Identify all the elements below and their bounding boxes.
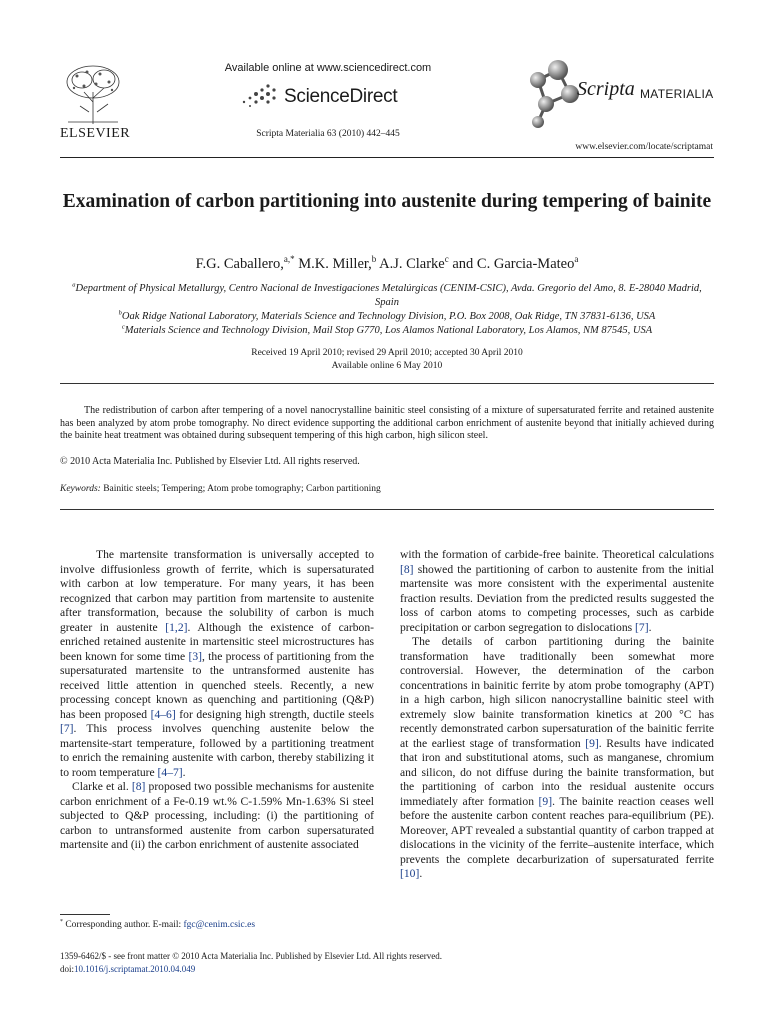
- affiliation-mark: c: [121, 323, 125, 331]
- elsevier-tree-logo-icon: [62, 62, 124, 126]
- header-divider: [60, 157, 714, 158]
- body-paragraph: [60, 548, 374, 780]
- citation-link[interactable]: [8]: [131, 780, 146, 793]
- journal-logo-sub: MATERIALIA: [640, 87, 714, 101]
- article-title: Examination of carbon partitioning into austenite during tempering of bainite: [62, 191, 712, 212]
- sciencedirect-logo-text[interactable]: ScienceDirect: [284, 86, 398, 107]
- author-affiliation-mark[interactable]: c: [444, 254, 449, 265]
- keywords-label: Keywords:: [60, 484, 101, 494]
- citation-link[interactable]: [9]: [585, 736, 599, 750]
- paragraph-text: with the formation of carbide-free bainite. Theoretical calculations: [400, 548, 714, 561]
- author-name: and C. Garcia-Mateo: [452, 256, 575, 272]
- paragraph-text: The martensite transformation is universally accepted to involve diffusionless growth of ferrite, which is supersaturated with carbon at low temperature. For many years, it has been recognized that carbon may partition from martensite to austenite after transformation, because the solubility of carbon is much greater in austenite: [60, 548, 374, 634]
- doi-link[interactable]: 10.1016/j.scriptamat.2010.04.049: [74, 963, 196, 974]
- keywords: [60, 484, 714, 494]
- citation-link[interactable]: [8]: [400, 562, 414, 576]
- author-name: M.K. Miller,: [298, 256, 372, 272]
- received-dates: Received 19 April 2010; revised 29 April 2010; accepted 30 April 2010: [251, 348, 523, 358]
- affiliation-text: Oak Ridge National Laboratory, Materials Science and Technology Division, P.O. Box 2008, Oak Ridge, TN 37831-6136, USA: [121, 311, 656, 322]
- author-list: [60, 256, 714, 273]
- journal-logo-word: Scripta: [577, 78, 635, 100]
- affiliation-text: Materials Science and Technology Division, Mail Stop G770, Los Alamos National Laboratory, Los Alamos, NM 87545, USA: [124, 325, 653, 336]
- citation-link[interactable]: [4–7]: [157, 765, 183, 779]
- sciencedirect-dots-icon: [238, 82, 278, 108]
- author-affiliation-mark[interactable]: b: [371, 254, 377, 265]
- affiliation: [60, 282, 714, 310]
- affiliation-text: Department of Physical Metallurgy, Centro Nacional de Investigaciones Metalúrgicas (CENIM-CSIC), Avda. Gregorio del Amo, 8. E-28040 Madrid, Spain: [75, 283, 702, 308]
- citation-link[interactable]: [10]: [400, 867, 420, 880]
- affiliation-mark: a: [72, 281, 76, 289]
- abstract-copyright: © 2010 Acta Materialia Inc. Published by Elsevier Ltd. All rights reserved.: [60, 456, 360, 467]
- corresponding-author-footnote: [60, 920, 374, 930]
- footnote-mark: *: [60, 918, 63, 925]
- body-column-left: [60, 548, 374, 853]
- author-affiliation-mark[interactable]: a,*: [283, 254, 295, 265]
- footnote-divider: [60, 914, 110, 915]
- author-name: A.J. Clarke: [379, 256, 445, 272]
- paragraph-text: for designing high strength, ductile steels: [175, 707, 374, 721]
- article-dates: [60, 347, 714, 373]
- journal-reference: Scripta Materialia 63 (2010) 442–445: [256, 129, 400, 139]
- body-paragraph: [400, 635, 714, 882]
- paragraph-text: showed the partitioning of carbon to austenite from the initial martensite was more consistent with the experimental austenite fraction results. Deviation from the predicted results suggested the loss of carbon atoms to competing processes, such as carbide precipitation or carbon segregation to dislocations: [400, 562, 714, 634]
- body-paragraph: [60, 780, 374, 853]
- paragraph-text: . Results have indicated that iron and substitutional atoms, such as manganese, chromium and silicon, do not diffuse during the bainite transformation, but the partitioning of carbon into the residual austenite occurs immediately after formation: [400, 736, 714, 808]
- author-affiliation-mark[interactable]: a: [574, 254, 579, 265]
- keywords-list: Bainitic steels; Tempering; Atom probe tomography; Carbon partitioning: [103, 484, 381, 494]
- paragraph-text: , the process of partitioning from the supersaturated martensite to the untransformed austenite has received little attention in quenched steels. Recently, a new processing concept known as quenching and partitioning (Q&P) has been proposed: [60, 649, 374, 721]
- paragraph-text: . This process involves quenching austenite below the martensite-start temperature, followed by a partitioning treatment to enrich the remaining austenite with carbon, thereby stabilizing it to room temperature: [60, 722, 374, 779]
- author-name: F.G. Caballero,: [195, 256, 284, 272]
- abstract-bottom-divider: [60, 509, 714, 510]
- abstract-text: The redistribution of carbon after tempering of a novel nanocrystalline bainitic steel consisting of a mixture of supersaturated ferrite and retained austenite has been analyzed by atom probe tomography. No direct evidence supporting the additional carbon enrichment of austenite beyond that initially achieved during the bainite heat treatment was obtained during subsequent tempering of this high carbon, high silicon steel.: [60, 405, 714, 441]
- publisher-name: ELSEVIER: [60, 126, 131, 141]
- paragraph-text: The details of carbon partitioning during the bainite transformation have traditionally been somewhat more controversial. However, the determination of the carbon concentrations in bainitic ferrite by atom probe tomography (APT) in a high carbon, high silicon nanocrystalline bainitic steel with extremely slow bainite transformation kinetics at 200 °C has recently demonstrated carbon supersaturation of the bainitic ferrite at the earliest stage of transformation: [400, 635, 714, 750]
- citation-link[interactable]: [3]: [188, 649, 202, 663]
- affiliation: [60, 310, 714, 324]
- front-matter-info: [60, 950, 714, 975]
- body-paragraph: [400, 548, 714, 635]
- available-online-date: Available online 6 May 2010: [331, 361, 443, 371]
- issn-line: 1359-6462/$ - see front matter © 2010 Acta Materialia Inc. Published by Elsevier Ltd. All rights reserved.: [60, 951, 442, 961]
- paragraph-text: .: [182, 765, 186, 779]
- citation-link[interactable]: [7]: [635, 620, 649, 634]
- doi-label: doi:: [60, 963, 75, 974]
- paragraph-text: . The bainite reaction ceases well before the austenite carbon content reaches para-equilibrium (PE). Moreover, APT revealed a substantial quantity of carbon trapped at dislocations in the vicinity of the ferrite–austenite interface, which prevents the complete decarburization of supersaturated ferrite: [400, 794, 714, 866]
- paragraph-text: proposed two possible mechanisms for austenite carbon enrichment of a Fe-0.19 wt.% C-1.59% Mn-1.63% Si steel subjected to Q&P processing, including: (i) the partitioning of carbon to untransformed austenite from carbon supersaturated martensite and (ii) the carbon enrichment of austenite associated: [60, 780, 375, 851]
- citation-link[interactable]: [4–6]: [150, 707, 176, 721]
- affiliation: [60, 324, 714, 338]
- paragraph-text: .: [648, 620, 652, 634]
- paragraph-text: . Although the existence of carbon-enriched retained austenite in martensitic steel microstructures has been known for some time: [60, 620, 374, 663]
- footnote-text: Corresponding author. E-mail:: [65, 920, 184, 930]
- citation-link[interactable]: [7]: [60, 722, 74, 735]
- available-online-text[interactable]: Available online at www.sciencedirect.com: [224, 62, 432, 74]
- journal-url-link[interactable]: www.elsevier.com/locate/scriptamat: [575, 142, 713, 152]
- abstract-top-divider: [60, 383, 714, 384]
- affiliation-mark: b: [118, 309, 122, 317]
- body-column-right: [400, 548, 714, 882]
- paragraph-text: .: [419, 867, 423, 880]
- citation-link[interactable]: [9]: [538, 794, 553, 808]
- citation-link[interactable]: [1,2]: [165, 620, 188, 634]
- paragraph-text: Clarke et al.: [72, 780, 132, 793]
- author-email-link[interactable]: fgc@cenim.csic.es: [183, 920, 256, 930]
